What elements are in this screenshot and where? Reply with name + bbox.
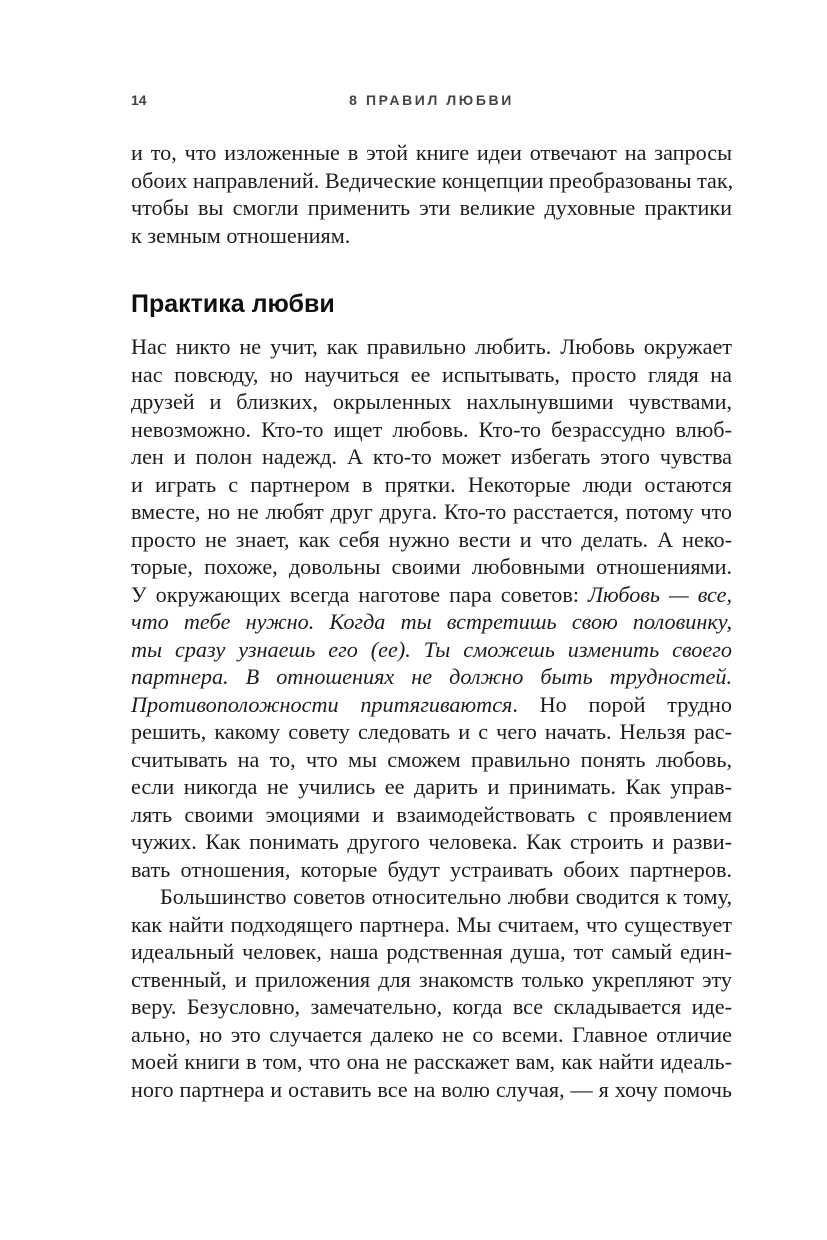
running-head: [131, 92, 732, 114]
text-line: вать отношения, которые будут устраивать обоих партнеров.: [131, 856, 732, 882]
text-line: лять своими эмоциями и взаимодействовать с проявлением: [131, 801, 732, 827]
text-line: просто не знает, как себя нужно вести и что делать. А неко-: [131, 526, 732, 552]
text-line: Нас никто не учит, как правильно любить. Любовь окружает: [131, 334, 732, 359]
advice-quote: партнера. В отношениях не должно быть трудностей.: [131, 664, 732, 689]
section-heading: Практика любви: [131, 290, 335, 318]
text-line: [131, 636, 732, 664]
text-line: как найти подходящего партнера. Мы считаем, что существует: [131, 911, 732, 937]
text-line: невозможно. Кто-то ищет любовь. Кто-то безрассудно влюб-: [131, 416, 732, 442]
text-line: [131, 663, 732, 691]
text-line: торые, похоже, довольны своими любовными отношениями.: [131, 554, 732, 579]
text-line: и играть с партнером в прятки. Некоторые люди остаются: [131, 471, 732, 497]
advice-quote: Противоположности притягиваются: [131, 691, 513, 717]
book-title: 8 ПРАВИЛ ЛЮБВИ: [349, 92, 514, 108]
advice-quote: Любовь — все,: [587, 581, 732, 607]
text-line: решить, какому совету следовать и с чего начать. Нельзя рас-: [131, 719, 732, 744]
text-line: лен и полон надежд. А кто-то может избегать этого чувства: [131, 444, 732, 469]
text-line: ственный, и приложения для знакомств только укрепляют эту: [131, 966, 732, 992]
page-number: 14: [131, 92, 147, 108]
text-line: [131, 691, 732, 719]
paragraph-1: [131, 333, 732, 883]
text-line: друзей и близких, окрыленных нахлынувшими чувствами,: [131, 389, 732, 414]
intro-paragraph: [131, 139, 732, 249]
text-line: Большинство советов относительно любви сводится к тому,: [160, 884, 732, 909]
text-line: нас повсюду, но научиться ее испытывать, просто глядя на: [131, 361, 732, 387]
text-line: если никогда не учились ее дарить и принимать. Как управ-: [131, 774, 732, 799]
text-line: ного партнера и оставить все на волю случая, — я хочу помочь: [131, 1076, 732, 1102]
text-line: вместе, но не любят друг друга. Кто-то расстается, потому что: [131, 499, 732, 524]
text-line: и то, что изложенные в этой книге идеи отвечают на запросы: [131, 140, 732, 165]
text-line: чтобы вы смогли применить эти великие духовные практики: [131, 195, 732, 220]
section-body: [131, 333, 732, 1103]
text-line: [131, 608, 732, 636]
text-line: чужих. Как понимать другого человека. Как строить и разви-: [131, 829, 732, 854]
text-line: считывать на то, что мы сможем правильно понять любовь,: [131, 746, 732, 772]
paragraph-2: [131, 883, 732, 1103]
advice-quote: ты сразу узнаешь его (ее). Ты сможешь изменить своего: [131, 636, 732, 662]
text-line: [131, 581, 732, 609]
advice-intro-text: У окружающих всегда наготове пара советов:: [131, 581, 588, 607]
advice-quote: что тебе нужно. Когда ты встретишь свою половинку,: [131, 609, 732, 634]
text-line: моей книги в том, что она не расскажет вам, как найти идеаль-: [131, 1049, 732, 1074]
text-line: к земным отношениям.: [131, 222, 351, 248]
text-line: веру. Безусловно, замечательно, когда все складывается иде-: [131, 994, 732, 1019]
text-line: ально, но это случается далеко не со всеми. Главное отличие: [131, 1021, 732, 1047]
plain-text: . Но порой трудно: [512, 691, 732, 717]
text-line: обоих направлений. Ведические концепции преобразованы так,: [131, 167, 734, 193]
text-line: идеальный человек, наша родственная душа, тот самый един-: [131, 939, 732, 964]
